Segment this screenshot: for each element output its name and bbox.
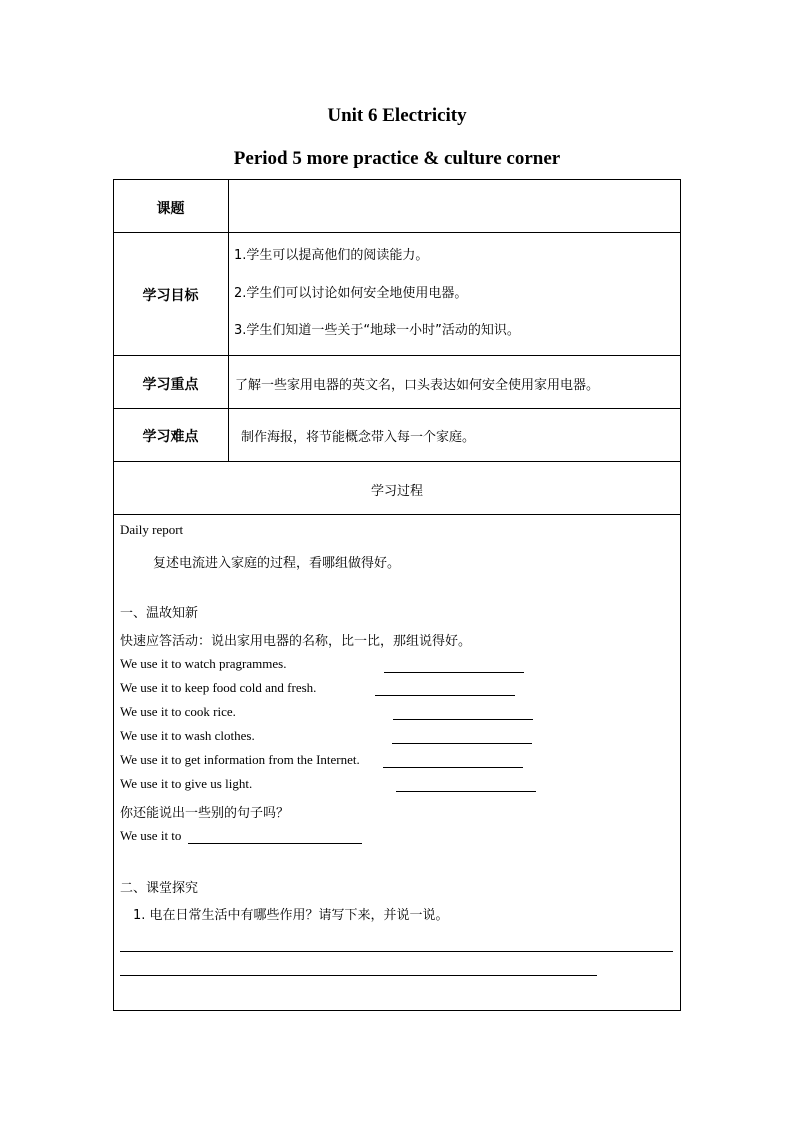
sentence-item: We use it to wash clothes. xyxy=(120,728,255,743)
answer-blank[interactable] xyxy=(384,672,524,673)
extra-sentence: We use it to xyxy=(120,828,182,843)
extra-question: 你还能说出一些别的句子吗？ xyxy=(120,806,290,821)
answer-line[interactable] xyxy=(120,975,597,976)
row-divider xyxy=(113,408,681,409)
objective-item: 1.学生可以提高他们的阅读能力。 xyxy=(234,248,429,263)
answer-blank[interactable] xyxy=(188,843,362,844)
row-divider xyxy=(113,461,681,462)
topic-label: 课题 xyxy=(156,201,185,217)
key-points-label: 学习重点 xyxy=(142,377,199,393)
section-2-question: 1. 电在日常生活中有哪些作用？请写下来，并说一说。 xyxy=(133,908,449,923)
row-divider xyxy=(113,232,681,233)
daily-report-label: Daily report xyxy=(120,522,184,537)
row-divider xyxy=(113,355,681,356)
section-2-title: 二、课堂探究 xyxy=(120,881,199,896)
objective-item: 2.学生们可以讨论如何安全地使用电器。 xyxy=(234,286,468,301)
section-1-title: 一、温故知新 xyxy=(120,606,199,621)
answer-line[interactable] xyxy=(120,951,673,952)
answer-blank[interactable] xyxy=(392,743,532,744)
difficulties-text: 制作海报，将节能概念带入每一个家庭。 xyxy=(241,430,476,445)
column-divider xyxy=(228,179,229,461)
answer-blank[interactable] xyxy=(383,767,523,768)
key-points-text: 了解一些家用电器的英文名，口头表达如何安全使用家用电器。 xyxy=(235,378,600,393)
process-heading: 学习过程 xyxy=(370,484,423,499)
sentence-item: We use it to give us light. xyxy=(120,776,253,791)
sentence-item: We use it to get information from the Internet. xyxy=(120,752,360,767)
page-subtitle: Period 5 more practice & culture corner xyxy=(233,148,561,169)
answer-blank[interactable] xyxy=(375,695,515,696)
sentence-item: We use it to keep food cold and fresh. xyxy=(120,680,317,695)
difficulties-label: 学习难点 xyxy=(142,429,199,445)
objective-item: 3.学生们知道一些关于“地球一小时”活动的知识。 xyxy=(234,323,520,338)
objectives-label: 学习目标 xyxy=(142,288,199,304)
row-divider xyxy=(113,514,681,515)
page-title: Unit 6 Electricity xyxy=(327,105,467,126)
answer-blank[interactable] xyxy=(393,719,533,720)
section-1-intro: 快速应答活动：说出家用电器的名称，比一比，那组说得好。 xyxy=(120,634,472,649)
daily-report-task: 复述电流进入家庭的过程，看哪组做得好。 xyxy=(153,556,401,571)
answer-blank[interactable] xyxy=(396,791,536,792)
sentence-item: We use it to cook rice. xyxy=(120,704,236,719)
sentence-item: We use it to watch pragrammes. xyxy=(120,656,287,671)
